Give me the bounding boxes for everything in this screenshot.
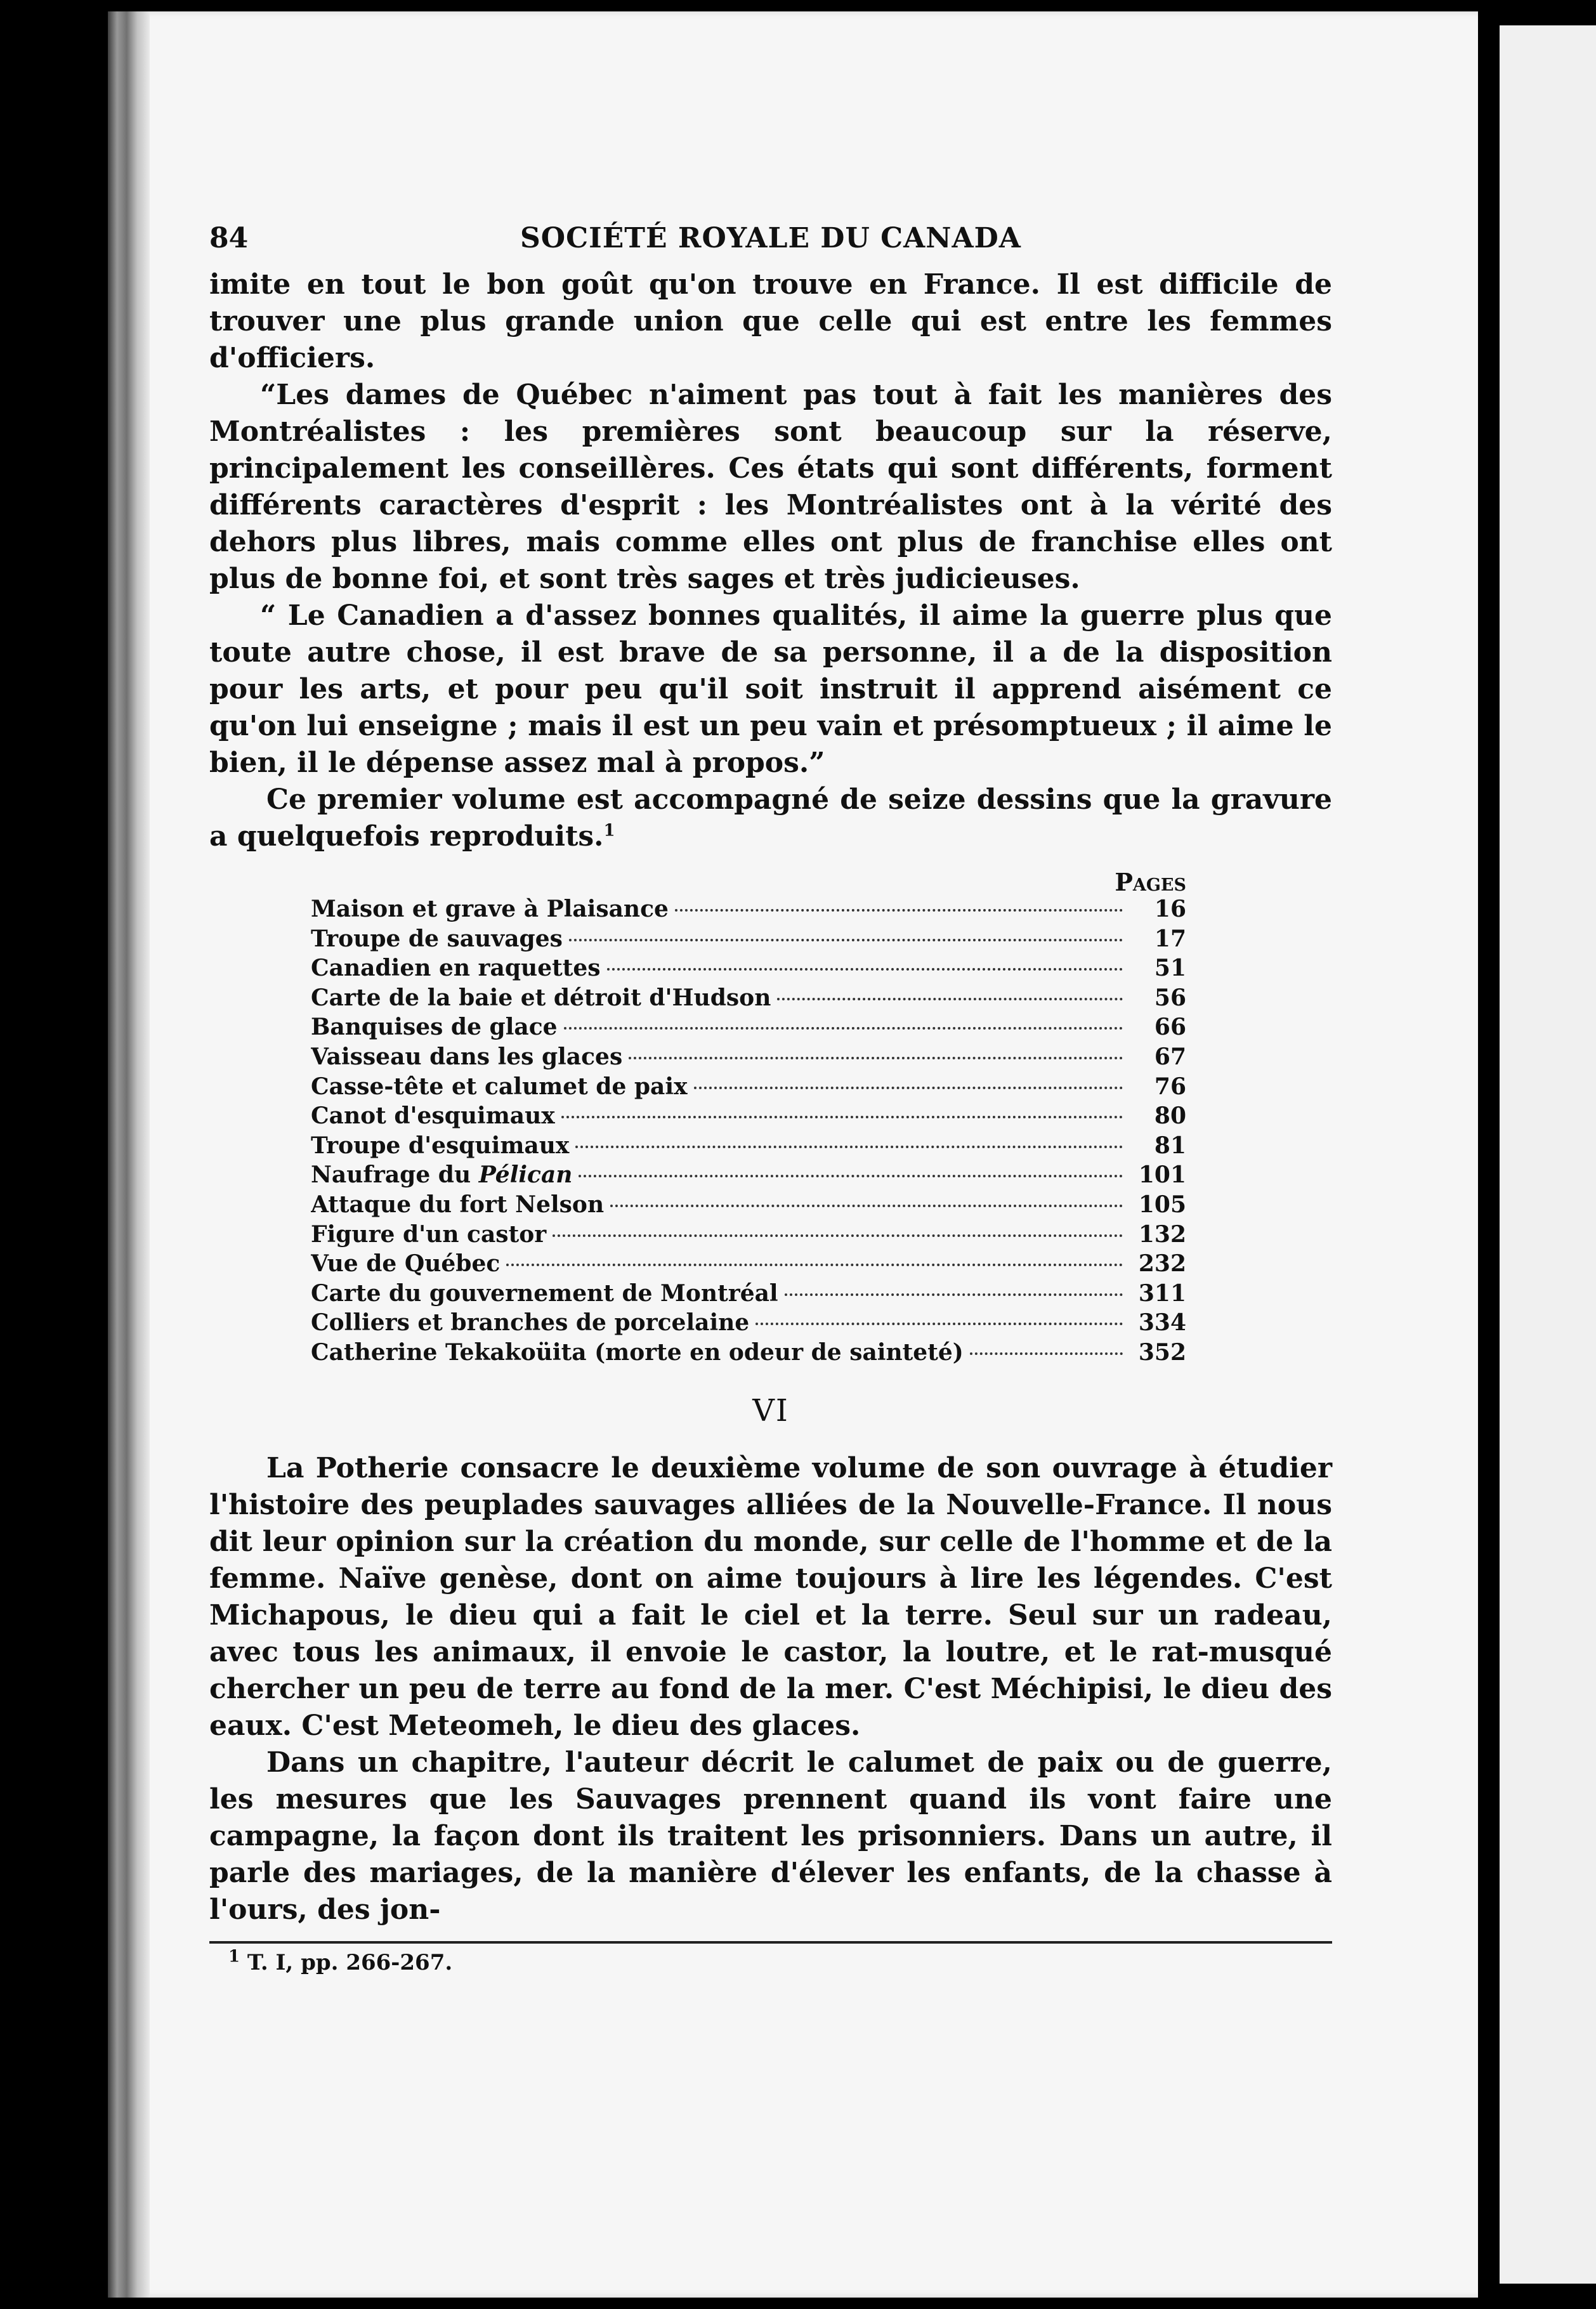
list-item-page: 56 [1154,984,1186,1011]
list-item [311,1309,1186,1339]
dot-leader [675,909,1123,912]
list-item [311,1339,1186,1369]
list-item-title: Canot d'esquimaux [311,1102,555,1130]
list-item [311,1191,1186,1221]
list-item-page: 17 [1154,925,1186,952]
page-content [209,222,1332,1975]
paragraph: “ Le Canadien a d'assez bonnes qualités, il aime la guerre plus que toute autre chose, il est brave de sa personne, il a de la disposition pour les arts, et pour peu qu'il soit instruit il apprend aisément ce qu'on lui enseigne ; mais il est un peu vain et présomptueux ; il aime le bien, il le dépense assez mal à propos.” [209,599,1332,779]
list-item-title: Catherine Tekakoüita (morte en odeur de sainteté) [311,1338,964,1366]
list-item-page: 101 [1138,1161,1186,1189]
paragraph-text: Ce premier volume est accompagné de seize dessins que la gravure a quelquefois reproduits. [209,783,1332,853]
list-item-title: Vue de Québec [311,1250,500,1278]
body-text-top [209,266,1332,855]
dot-leader [564,1027,1123,1030]
list-item-title: Colliers et branches de porcelaine [311,1309,750,1337]
dot-leader [569,939,1123,941]
list-item [311,926,1186,955]
paragraph: Dans un chapitre, l'auteur décrit le calumet de paix ou de guerre, les mesures que les Sauvages prennent quand ils vont faire une campagne, la façon dont ils traitent les prisonniers. Dans un autre, il parle des mariages, de la manière d'élever les enfants, de la chasse à l'ours, des jon- [209,1746,1332,1926]
list-item-title: Casse-tête et calumet de paix [311,1073,688,1100]
footnote-marker: 1 [228,1947,240,1966]
list-item-page: 80 [1154,1102,1186,1130]
footnote [228,1947,1332,1975]
list-item-title: Canadien en raquettes [311,955,601,982]
list-item [311,1102,1186,1132]
footnote-text: T. I, pp. 266-267. [240,1949,453,1975]
list-item [311,1043,1186,1073]
paragraph: imite en tout le bon goût qu'on trouve en France. Il est difficile de trouver une plus grande union que celle qui est entre les femmes d'officiers. [209,268,1332,374]
list-item-title-prefix: Naufrage du [311,1161,479,1189]
illustration-list [311,868,1186,1369]
list-item-page: 311 [1138,1279,1186,1307]
list-item-title [311,1161,572,1188]
list-item-title: Troupe de sauvages [311,925,563,952]
dot-leader [785,1293,1123,1296]
list-item [311,955,1186,984]
list-item [311,984,1186,1014]
ship-name: Pélican [478,1161,573,1189]
list-item-page: 105 [1138,1191,1186,1218]
list-item-page: 132 [1138,1220,1186,1248]
list-item [311,1250,1186,1280]
list-item-title: Figure d'un castor [311,1220,547,1248]
section-heading: VI [752,1392,789,1429]
list-item-page: 76 [1154,1073,1186,1100]
paragraph [209,782,1332,855]
paragraph: La Potherie consacre le deuxième volume de son ouvrage à étudier l'histoire des peuplades sauvages alliées de la Nouvelle-France. Il nous dit leur opinion sur la création du monde, sur celle de l'homme et de la femme. Naïve genèse, dont on aime toujours à lire les légendes. C'est Michapous, le dieu qui a fait le ciel et la terre. Seul sur un radeau, avec tous les animaux, il envoie le castor, la loutre, et le rat-musqué chercher un peu de terre au fond de la mer. C'est Méchipisi, le dieu des eaux. C'est Meteomeh, le dieu des glaces. [209,1451,1332,1742]
dot-leader [506,1264,1123,1266]
dot-leader [755,1323,1123,1325]
list-item-page: 66 [1154,1014,1186,1041]
list-item-title: Maison et grave à Plaisance [311,896,669,922]
footnote-reference: 1 [603,821,615,841]
list-item [311,1280,1186,1310]
list-item-page: 51 [1154,955,1186,982]
list-item-title: Attaque du fort Nelson [311,1191,605,1218]
dot-leader [553,1234,1123,1237]
list-item-title: Troupe d'esquimaux [311,1132,570,1159]
dot-leader [970,1352,1123,1355]
list-item-page: 232 [1138,1250,1186,1278]
list-item-page: 81 [1154,1132,1186,1159]
journal-title: SOCIÉTÉ ROYALE DU CANADA [520,222,1021,254]
dot-leader [579,1175,1123,1177]
list-item-page: 67 [1154,1043,1186,1070]
list-item-title: Banquises de glace [311,1014,558,1041]
list-item [311,1221,1186,1251]
dot-leader [607,968,1123,971]
paragraph: “Les dames de Québec n'aiment pas tout à fait les manières des Montréalistes : les premières sont beaucoup sur la réserve, principalement les conseillères. Ces états qui sont différents, forment différents caractères d'esprit : les Montréalistes ont à la vérité des dehors plus libres, mais comme elles ont plus de franchise elles ont plus de bonne foi, et sont très sages et très judicieuses. [209,379,1332,595]
dot-leader [629,1057,1123,1059]
list-item-page: 352 [1138,1338,1186,1366]
dot-leader [694,1087,1123,1089]
list-item [311,896,1186,926]
list-item-page: 334 [1138,1309,1186,1337]
footnote-rule [209,1941,1332,1944]
list-item [311,1014,1186,1043]
book-spine-shadow [108,11,150,2298]
list-item-page: 16 [1154,896,1186,922]
dot-leader [561,1116,1123,1118]
dot-leader [610,1205,1123,1207]
adjacent-page-edge [1500,25,1596,2284]
dot-leader [777,998,1123,1000]
page-number: 84 [209,222,249,254]
list-item [311,1161,1186,1191]
list-item-title: Carte du gouvernement de Montréal [311,1279,778,1307]
body-text-bottom [209,1450,1332,1928]
list-item [311,1132,1186,1162]
illustration-list-header: Pages [1115,868,1186,896]
list-item [311,1073,1186,1103]
dot-leader [575,1146,1123,1148]
list-item-title: Carte de la baie et détroit d'Hudson [311,984,771,1011]
list-item-title: Vaisseau dans les glaces [311,1043,623,1070]
running-head [209,222,1332,266]
